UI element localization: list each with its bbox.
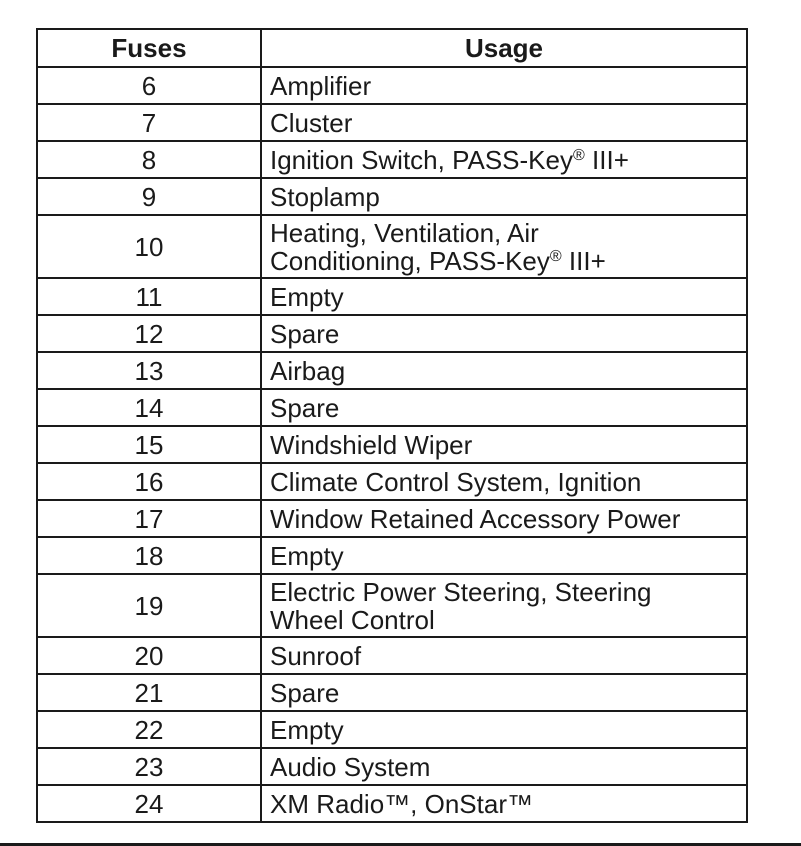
fuse-usage: Airbag bbox=[261, 352, 747, 389]
table-row bbox=[37, 352, 747, 389]
table-row bbox=[37, 67, 747, 104]
table-row bbox=[37, 711, 747, 748]
table-row bbox=[37, 748, 747, 785]
fuse-usage: XM Radio™, OnStar™ bbox=[261, 785, 747, 822]
fuses-column-header: Fuses bbox=[37, 29, 261, 67]
fuse-usage: Empty bbox=[261, 278, 747, 315]
table-row bbox=[37, 500, 747, 537]
table-row bbox=[37, 141, 747, 178]
fuse-number: 11 bbox=[37, 278, 261, 315]
fuse-number: 10 bbox=[37, 215, 261, 278]
usage-line: Wheel Control bbox=[270, 604, 435, 635]
fuse-number: 21 bbox=[37, 674, 261, 711]
fuse-number: 9 bbox=[37, 178, 261, 215]
fuse-usage: Climate Control System, Ignition bbox=[261, 463, 747, 500]
table-row bbox=[37, 537, 747, 574]
fuse-usage: Cluster bbox=[261, 104, 747, 141]
fuse-usage: Spare bbox=[261, 315, 747, 352]
fuse-number: 6 bbox=[37, 67, 261, 104]
fuse-usage: Amplifier bbox=[261, 67, 747, 104]
fuse-usage bbox=[261, 141, 747, 178]
fuse-number: 8 bbox=[37, 141, 261, 178]
fuse-usage bbox=[261, 574, 747, 637]
fuse-number: 13 bbox=[37, 352, 261, 389]
fuse-number: 20 bbox=[37, 637, 261, 674]
table-row bbox=[37, 637, 747, 674]
table-header-row bbox=[37, 29, 747, 67]
fuse-usage-table bbox=[36, 28, 748, 823]
fuse-number: 15 bbox=[37, 426, 261, 463]
table-row bbox=[37, 574, 747, 637]
fuse-usage: Spare bbox=[261, 389, 747, 426]
table-row bbox=[37, 278, 747, 315]
table-row bbox=[37, 104, 747, 141]
fuse-number: 14 bbox=[37, 389, 261, 426]
usage-text: III+ bbox=[561, 245, 606, 276]
usage-text: Conditioning, PASS-Key bbox=[270, 245, 550, 276]
table-row bbox=[37, 215, 747, 278]
fuse-usage: Windshield Wiper bbox=[261, 426, 747, 463]
table-row bbox=[37, 785, 747, 822]
fuse-usage: Window Retained Accessory Power bbox=[261, 500, 747, 537]
fuse-usage bbox=[261, 215, 747, 278]
fuse-usage: Sunroof bbox=[261, 637, 747, 674]
fuse-number: 23 bbox=[37, 748, 261, 785]
fuse-number: 22 bbox=[37, 711, 261, 748]
table-row bbox=[37, 674, 747, 711]
table-row bbox=[37, 389, 747, 426]
usage-line: Electric Power Steering, Steering bbox=[270, 576, 652, 607]
fuse-number: 24 bbox=[37, 785, 261, 822]
fuse-number: 17 bbox=[37, 500, 261, 537]
fuse-number: 19 bbox=[37, 574, 261, 637]
fuse-number: 18 bbox=[37, 537, 261, 574]
fuse-usage: Stoplamp bbox=[261, 178, 747, 215]
fuse-usage: Empty bbox=[261, 537, 747, 574]
registered-mark: ® bbox=[573, 146, 585, 164]
fuse-usage: Empty bbox=[261, 711, 747, 748]
usage-text: III+ bbox=[584, 144, 629, 175]
fuse-number: 12 bbox=[37, 315, 261, 352]
table-row bbox=[37, 178, 747, 215]
fuse-number: 7 bbox=[37, 104, 261, 141]
registered-mark: ® bbox=[549, 247, 562, 265]
fuse-usage: Spare bbox=[261, 674, 747, 711]
table-row bbox=[37, 426, 747, 463]
table-row bbox=[37, 463, 747, 500]
fuse-usage: Audio System bbox=[261, 748, 747, 785]
fuse-number: 16 bbox=[37, 463, 261, 500]
usage-text: Ignition Switch, PASS-Key bbox=[270, 144, 573, 175]
table-row bbox=[37, 315, 747, 352]
usage-line: Heating, Ventilation, Air bbox=[270, 217, 539, 248]
usage-column-header: Usage bbox=[261, 29, 747, 67]
